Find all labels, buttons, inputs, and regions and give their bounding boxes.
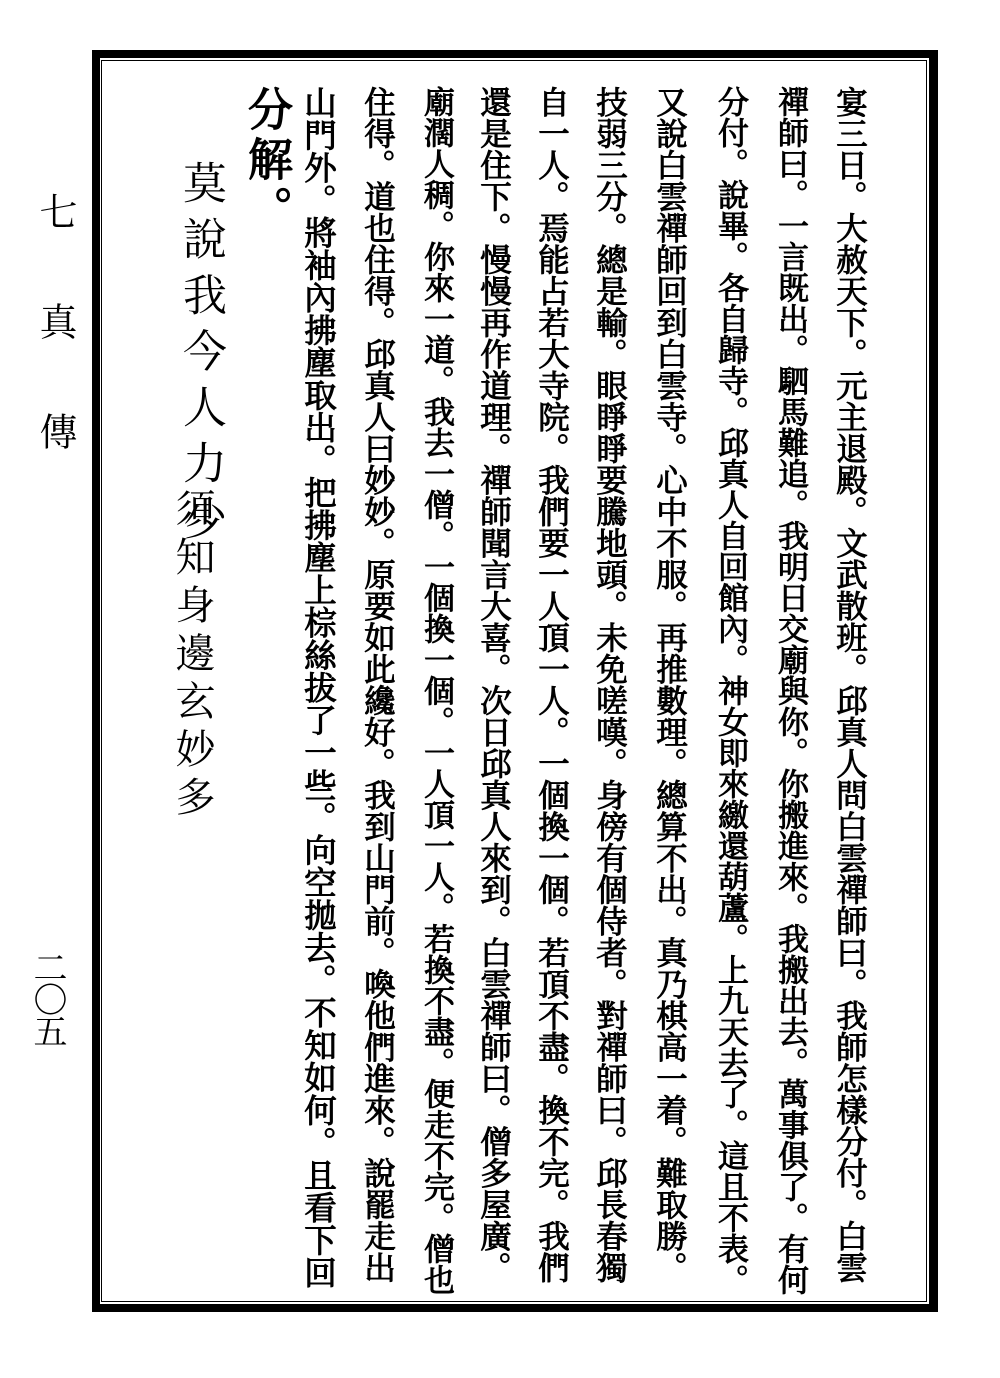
book-title: 七真傳 (33, 192, 77, 522)
text-column-10: 山門外。將袖內拂塵取出。把拂塵上棕絲拔了一些。向空拋去。不知如何。且看下回 (299, 86, 339, 1289)
text-column-1: 宴三日。大赦天下。元主退殿。文武散班。邱真人問白雲禪師曰。我師怎樣分付。白雲 (831, 86, 869, 1283)
text-column-2: 禪師曰。一言既出。駟馬難追。我明日交廟與你。你搬進來。我搬出去。萬事俱了。有何 (772, 86, 808, 1295)
text-column-6: 自一人。焉能占若大寺院。我們要一人頂一人。一個換一個。若頂不盡。換不完。我們 (533, 86, 571, 1283)
poem-line-2: 須知身邊玄妙多 (169, 488, 215, 824)
text-column-3: 分付。說畢。各自歸寺。邱真人自回館內。神女即來繳還葫蘆。上九天去了。這且不表。 (712, 86, 748, 1295)
text-column-11: 分解。 (240, 86, 293, 236)
text-column-5: 技弱三分。總是輸。眼睜睜要騰地頭。未免嗟嘆。身傍有個侍者。對禪師曰。邱長春獨 (591, 86, 629, 1283)
text-column-4: 又說白雲禪師回到白雲寺。心中不服。再推數理。總算不出。真乃棋高一着。難取勝。 (651, 86, 689, 1283)
poem-line-1: 莫說我今人力少 (175, 160, 226, 552)
text-column-7: 還是住下。慢慢再作道理。禪師聞言大喜。次日邱真人來到。白雲禪師曰。僧多屋廣。 (475, 86, 513, 1283)
text-column-8: 廟濶人稠。你來一道。我去一僧。一個換一個。一人頂一人。若換不盡。便走不完。僧也 (418, 86, 454, 1295)
page-number: 二〇五 (27, 950, 67, 1046)
text-column-9: 住得。道也住得。邱真人曰妙妙。原要如此纔好。我到山門前。喚他們進來。說罷走出 (359, 86, 397, 1283)
